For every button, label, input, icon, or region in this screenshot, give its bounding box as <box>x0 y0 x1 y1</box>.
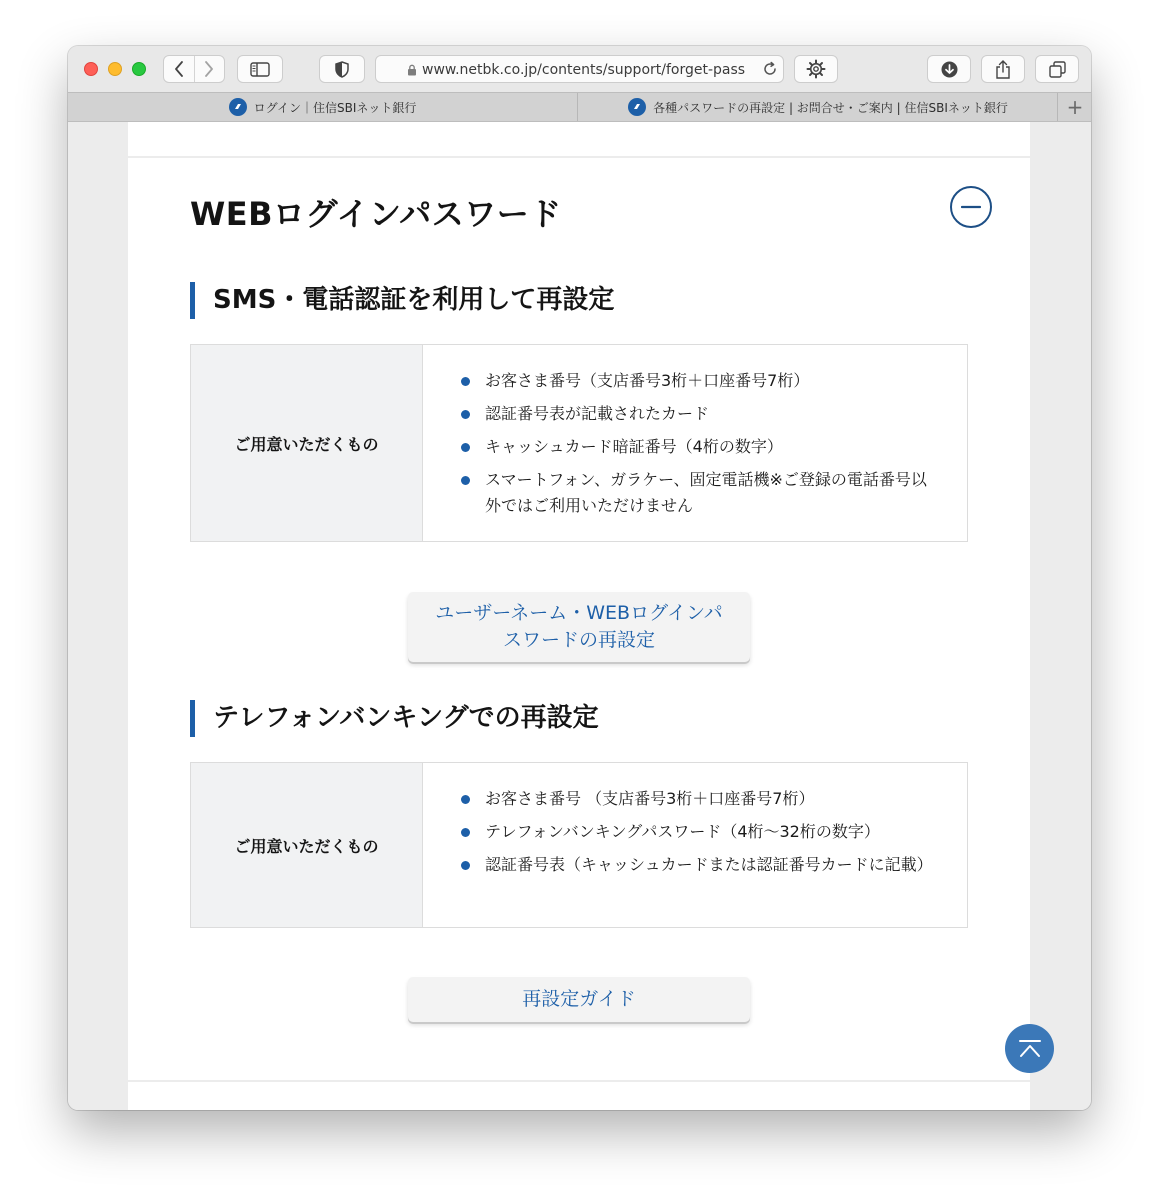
gear-icon <box>806 59 826 79</box>
reload-icon[interactable] <box>762 61 778 77</box>
close-window-button[interactable] <box>84 62 98 76</box>
collapse-button[interactable] <box>950 186 992 228</box>
minus-icon <box>961 205 981 209</box>
list-item: お客さま番号（支店番号3桁＋口座番号7桁） <box>461 368 937 394</box>
lock-icon <box>407 64 417 76</box>
shield-icon <box>335 61 349 78</box>
list-item: 認証番号表が記載されたカード <box>461 401 937 427</box>
tab-login[interactable] <box>68 93 578 121</box>
tab-overview-button[interactable] <box>1035 55 1079 83</box>
tab-bar <box>68 92 1091 122</box>
username-password-reset-button[interactable]: ユーザーネーム・WEBログインパスワードの再設定 <box>408 592 750 662</box>
telephone-heading: テレフォンバンキングでの再設定 <box>190 700 599 737</box>
browser-window <box>68 46 1091 1110</box>
privacy-report-button[interactable] <box>319 55 365 83</box>
share-button[interactable] <box>981 55 1025 83</box>
download-icon <box>941 61 958 78</box>
chevron-left-icon <box>174 61 184 77</box>
telephone-requirements-label: ご用意いただくもの <box>191 763 423 927</box>
url-text: www.netbk.co.jp/contents/support/forget-pass <box>422 62 746 78</box>
reset-guide-button[interactable]: 再設定ガイド <box>408 977 750 1022</box>
sms-requirements-label: ご用意いただくもの <box>191 345 423 541</box>
sidebar-icon <box>250 62 270 77</box>
forward-button[interactable] <box>194 56 224 82</box>
top-divider <box>128 156 1030 158</box>
list-item: スマートフォン、ガラケー、固定電話機※ご登録の電話番号以外ではご利用いただけません <box>461 467 937 519</box>
list-item: お客さま番号 （支店番号3桁＋口座番号7桁） <box>461 786 937 812</box>
sms-requirements-table <box>190 344 968 542</box>
scroll-to-top-button[interactable] <box>1005 1024 1054 1073</box>
sidebar-button[interactable] <box>237 55 283 83</box>
bank-logo-icon <box>229 98 247 116</box>
list-item: キャッシュカード暗証番号（4桁の数字） <box>461 434 937 460</box>
bottom-divider <box>128 1080 1030 1082</box>
minimize-window-button[interactable] <box>108 62 122 76</box>
share-icon <box>995 60 1011 79</box>
telephone-requirements-list <box>423 763 967 927</box>
telephone-requirements-table <box>190 762 968 928</box>
chevron-right-icon <box>204 61 214 77</box>
extension-button[interactable] <box>794 55 838 83</box>
back-button[interactable] <box>164 56 194 82</box>
new-tab-button[interactable]: + <box>1066 95 1084 119</box>
list-item: 認証番号表（キャッシュカードまたは認証番号カードに記載） <box>461 852 937 878</box>
sms-heading: SMS・電話認証を利用して再設定 <box>190 282 614 319</box>
tabs-icon <box>1049 61 1066 78</box>
arrow-up-icon <box>1017 1039 1043 1059</box>
section-title: WEBログインパスワード <box>190 195 562 233</box>
content-card <box>128 122 1030 1110</box>
list-item: テレフォンバンキングパスワード（4桁～32桁の数字） <box>461 819 937 845</box>
bank-logo-icon <box>628 98 646 116</box>
browser-toolbar <box>68 46 1091 92</box>
navigation-buttons <box>163 55 225 83</box>
tab-login-title: ログイン｜住信SBIネット銀行 <box>253 100 417 115</box>
zoom-window-button[interactable] <box>132 62 146 76</box>
address-bar[interactable] <box>375 55 784 83</box>
sms-requirements-list <box>423 345 967 541</box>
tab-password-reset[interactable] <box>579 93 1058 121</box>
page-content <box>68 122 1091 1110</box>
tab-password-reset-title: 各種パスワードの再設定 | お問合せ・ご案内 | 住信SBIネット銀行 <box>653 100 1008 115</box>
downloads-button[interactable] <box>927 55 971 83</box>
